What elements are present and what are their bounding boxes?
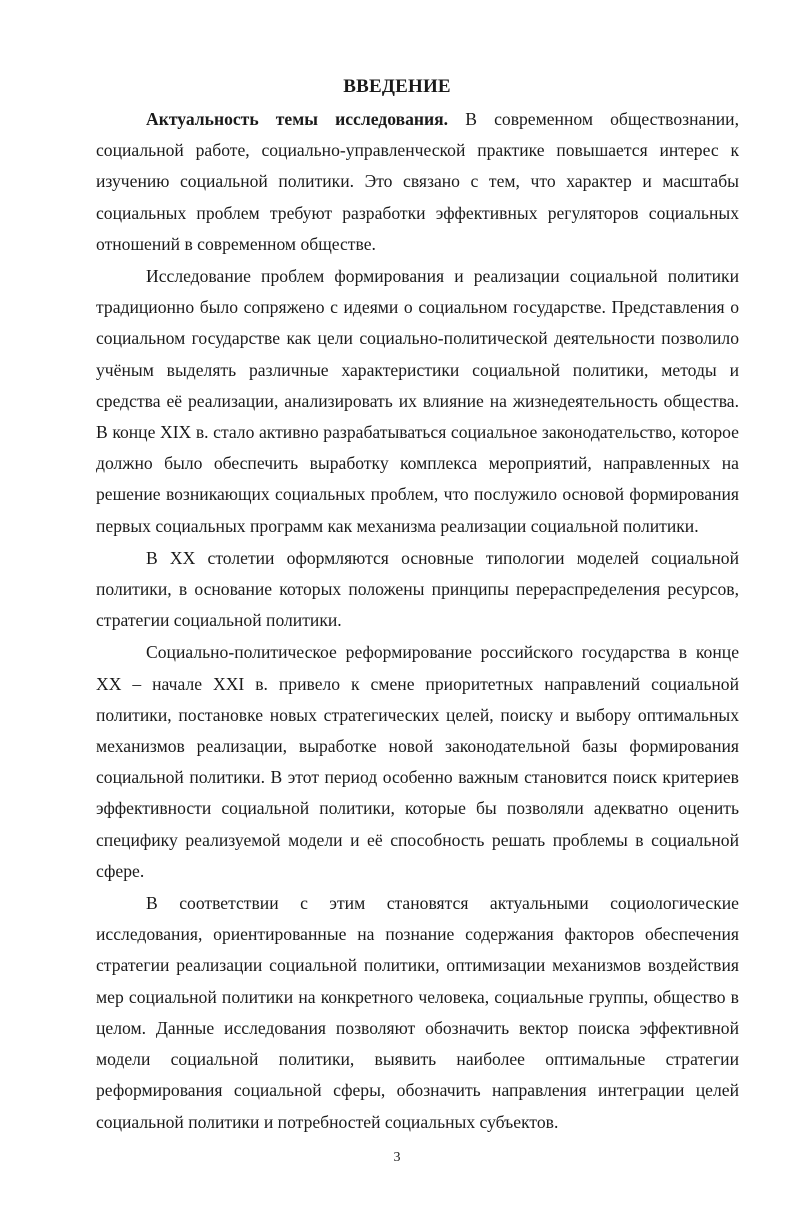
paragraph-5: В соответствии с этим становятся актуальными социологические исследования, ориентированные на познание содержания факторов обеспечения стратегии реализации социальной политики, оптимизации механизмов воздействия мер социальной политики на конкретного человека, социальные группы, общество в целом. Данные исследования позволяют обозначить вектор поиска эффективной модели социальной политики, выявить наиболее оптимальные стратегии реформирования социальной сферы, обозначить направления интеграции целей социальной политики и потребностей социальных субъектов. — [96, 893, 739, 1132]
paragraph-4: Социально-политическое реформирование российского государства в конце XX – начале XXI в. привело к смене приоритетных направлений социальной политики, постановке новых стратегических целей, поиску и выбору оптимальных механизмов реализации, выработке новой законодательной базы формирования социальной политики. В этот период особенно важным становится поиск критериев эффективности социальной политики, которые бы позволяли адекватно оценить специфику реализуемой модели и её способность решать проблемы в социальной сфере. — [96, 642, 739, 881]
paragraph-text: В современном обществознании, социальной работе, социально-управленческой практике повышается интерес к изучению социальной политики. Это связано с тем, что характер и масштабы социальных проблем требуют разработки эффективных регуляторов социальных отношений в современном обществе. — [96, 109, 739, 254]
paragraph-2: Исследование проблем формирования и реализации социальной политики традиционно было сопряжено с идеями о социальном государстве. Представления о социальном государстве как цели социально-политической деятельности позволило учёным выделять различные характеристики социальной политики, методы и средства её реализации, анализировать их влияние на жизнедеятельность общества. В конце XIX в. стало активно разрабатываться социальное законодательство, которое должно было обеспечить выработку комплекса мероприятий, направленных на решение возникающих социальных проблем, что послужило основой формирования первых социальных программ как механизма реализации социальной политики. — [96, 266, 739, 536]
paragraph-1 — [96, 104, 739, 260]
page-number: 3 — [393, 1150, 401, 1165]
paragraph-3: В XX столетии оформляются основные типологии моделей социальной политики, в основание которых положены принципы перераспределения ресурсов, стратегии социальной политики. — [96, 547, 739, 631]
body-text — [96, 104, 739, 1138]
paragraph-lead: Актуальность темы исследования. — [146, 109, 449, 129]
page-title: ВВЕДЕНИЕ — [343, 76, 451, 97]
